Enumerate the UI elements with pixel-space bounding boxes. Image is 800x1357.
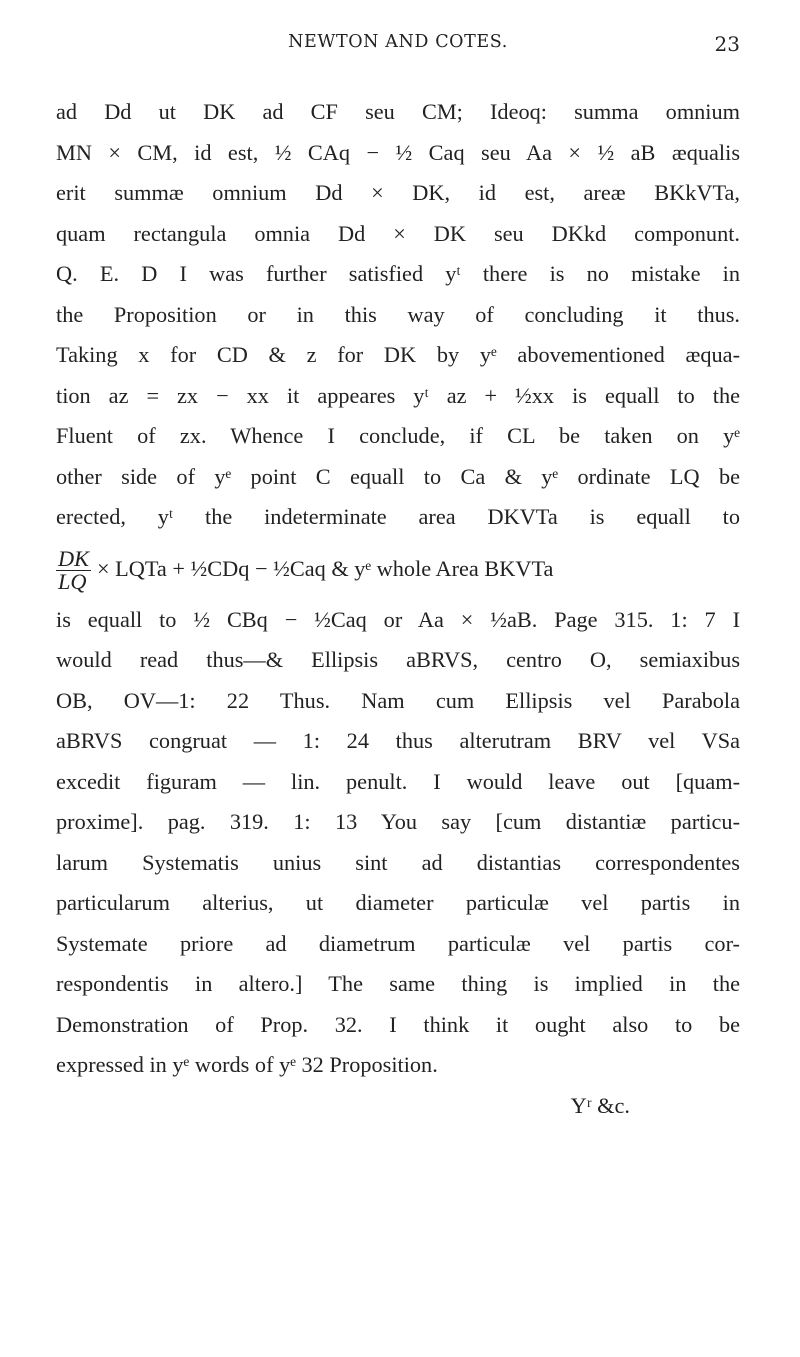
running-head: NEWTON AND COTES. [288,32,508,52]
fraction-numerator: DK [58,545,89,571]
fraction-line-text: × LQTa + ½CDq − ½Caq & yᵉ whole Area BKVTa [96,555,554,581]
text-line: proxime]. pag. 319. 1: 13 You say [cum distantiæ particu- [56,809,740,834]
text-line: respondentis in altero.] The same thing is implied in the [56,971,740,996]
text-line: MN × CM, id est, ½ CAq − ½ Caq seu Aa × ½ aB æqualis [56,139,740,165]
text-line: is equall to ½ CBq − ½Caq or Aa × ½aB. Page 315. 1: 7 I [56,606,740,632]
letter-text [56,92,740,1126]
text-line: ad Dd ut DK ad CF seu CM; Ideoq: summa omnium [56,99,740,124]
fraction-line [56,538,740,600]
text-line: tion az = zx − xx it appeares yᵗ az + ½xx is equall to the [56,382,740,408]
text-line: larum Systematis unius sint ad distantias correspondentes [56,849,740,875]
text-line: other side of yᵉ point C equall to Ca & yᵉ ordinate LQ be [56,463,740,489]
text-line: would read thus—& Ellipsis aBRVS, centro O, semiaxibus [56,647,740,672]
page-header [56,32,740,56]
text-line: the Proposition or in this way of concluding it thus. [56,301,740,327]
fraction-denominator: LQ [58,568,87,594]
text-line: aBRVS congruat — 1: 24 thus alterutram BRV vel VSa [56,728,740,753]
text-line: Q. E. D I was further satisfied yᵗ there is no mistake in [56,261,740,286]
text-line: Fluent of zx. Whence I conclude, if CL be taken on yᵉ [56,423,740,448]
text-line: Taking x for CD & z for DK by yᵉ abovementioned æqua- [56,342,740,367]
text-line: excedit figuram — lin. penult. I would leave out [quam- [56,768,740,794]
fraction [56,545,91,594]
text-line: erit summæ omnium Dd × DK, id est, areæ BKkVTa, [56,180,740,205]
text-line: quam rectangula omnia Dd × DK seu DKkd componunt. [56,220,740,246]
text-line: Demonstration of Prop. 32. I think it ought also to be [56,1011,740,1037]
text-line: expressed in yᵉ words of yᵉ 32 Proposition. [56,1052,438,1077]
closing-line: Yʳ &c. [570,1092,630,1118]
text-line: particularum alterius, ut diameter particulæ vel partis in [56,890,740,915]
text-line: erected, yᵗ the indeterminate area DKVTa is equall to [56,504,740,529]
text-line: OB, OV—1: 22 Thus. Nam cum Ellipsis vel Parabola [56,687,740,713]
page-number: 23 [714,32,740,56]
text-line: Systemate priore ad diametrum particulæ vel partis cor- [56,930,740,956]
